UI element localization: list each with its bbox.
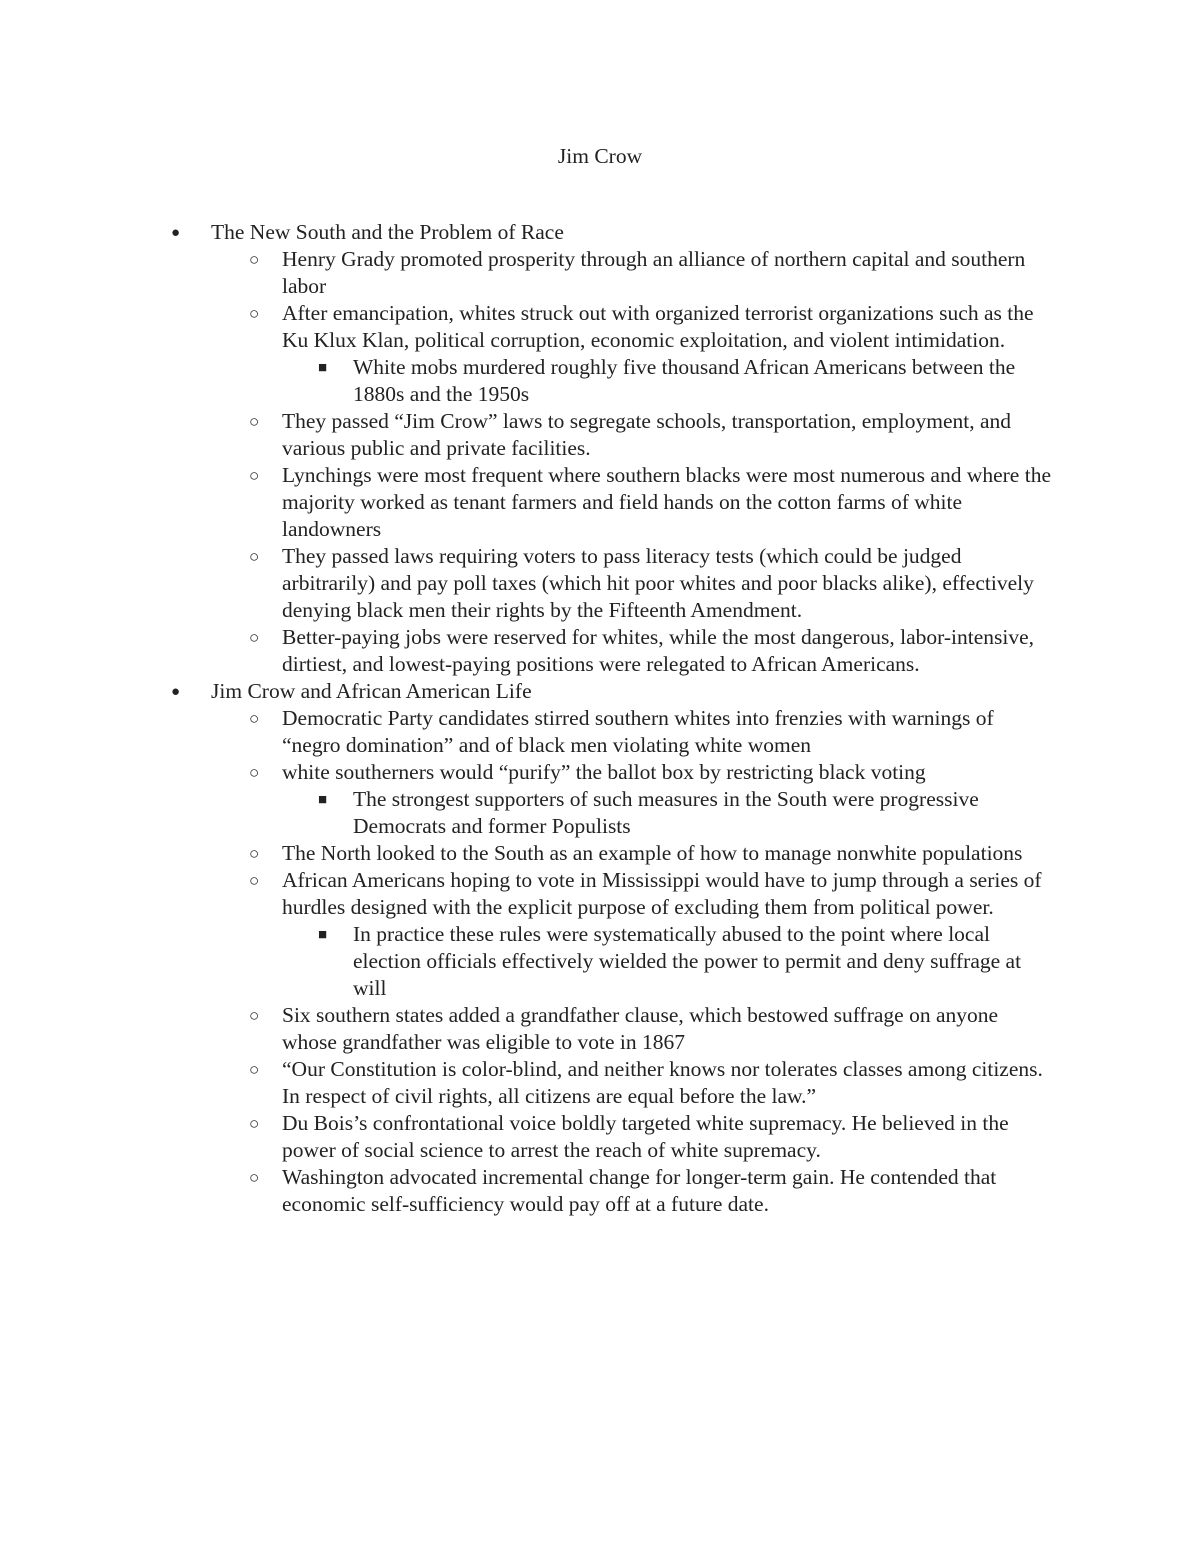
outline-point-text: Democratic Party candidates stirred southern whites into frenzies with warnings of “negro domination” and of black men violating white women [282,706,994,757]
bullet-circle-icon: ○ [249,1168,260,1187]
outline-point-text: Lynchings were most frequent where southern blacks were most numerous and where the majority worked as tenant farmers and field hands on the cotton farms of white landowners [282,463,1051,541]
outline-point [0,300,1054,354]
outline-point-text: Washington advocated incremental change for longer-term gain. He contended that economic self-sufficiency would pay off at a future date. [282,1165,997,1216]
outline-point [0,840,1054,867]
bullet-circle-icon: ○ [249,628,260,647]
outline-point [0,759,1054,786]
bullet-circle-icon: ○ [249,1060,260,1079]
bullet-circle-icon: ○ [249,466,260,485]
outline-subpoint [0,786,1058,840]
bullet-circle-icon: ○ [249,844,260,863]
outline-point-text: They passed laws requiring voters to pass literacy tests (which could be judged arbitrarily) and pay poll taxes (which hit poor whites and poor blacks alike), effectively denying black men their rights by the Fifteenth Amendment. [282,544,1034,622]
outline-point-text: The North looked to the South as an example of how to manage nonwhite populations [282,841,1023,865]
outline-point-text: After emancipation, whites struck out with organized terrorist organizations such as the Ku Klux Klan, political corruption, economic exploitation, and violent intimidation. [282,301,1034,352]
outline-subpoint-text: In practice these rules were systematically abused to the point where local election officials effectively wielded the power to permit and deny suffrage at will [353,922,1022,1000]
bullet-circle-icon: ○ [249,871,260,890]
outline-point [0,867,1054,921]
outline-point-text: Du Bois’s confrontational voice boldly targeted white supremacy. He believed in the power of social science to arrest the reach of white supremacy. [282,1111,1009,1162]
outline-point [0,543,1054,624]
outline-point [0,408,1054,462]
page-title: Jim Crow [557,144,643,168]
outline-point [0,1056,1054,1110]
section-heading [0,678,1051,705]
bullet-disc-icon: ● [171,684,181,700]
bullet-square-icon: ■ [318,927,328,943]
outline-subpoint-text: The strongest supporters of such measures in the South were progressive Democrats and former Populists [353,787,979,838]
outline-point-text: “Our Constitution is color-blind, and neither knows nor tolerates classes among citizens. In respect of civil rights, all citizens are equal before the law.” [282,1057,1043,1108]
bullet-circle-icon: ○ [249,763,260,782]
bullet-circle-icon: ○ [249,547,260,566]
outline-point [0,246,1054,300]
bullet-square-icon: ■ [318,792,328,808]
bullet-circle-icon: ○ [249,1006,260,1025]
bullet-circle-icon: ○ [249,250,260,269]
outline-point-text: Henry Grady promoted prosperity through an alliance of northern capital and southern labor [282,247,1026,298]
outline-point-text: African Americans hoping to vote in Mississippi would have to jump through a series of hurdles designed with the explicit purpose of excluding them from political power. [282,868,1042,919]
outline-point [0,462,1054,543]
outline-subpoint [0,921,1058,1002]
outline-list [0,219,1200,1218]
bullet-circle-icon: ○ [249,412,260,431]
outline-point [0,624,1054,678]
bullet-square-icon: ■ [318,360,328,376]
outline-point-text: Six southern states added a grandfather clause, which bestowed suffrage on anyone whose grandfather was eligible to vote in 1867 [282,1003,999,1054]
outline-subpoint-text: White mobs murdered roughly five thousand African Americans between the 1880s and the 1950s [353,355,1016,406]
outline-point [0,705,1054,759]
bullet-circle-icon: ○ [249,709,260,728]
outline-point [0,1164,1054,1218]
section-heading-text: Jim Crow and African American Life [211,679,532,703]
outline-point [0,1110,1054,1164]
outline-point [0,1002,1054,1056]
outline-point-text: They passed “Jim Crow” laws to segregate schools, transportation, employment, and various public and private facilities. [282,409,1012,460]
outline-point-text: Better-paying jobs were reserved for whites, while the most dangerous, labor-intensive, dirtiest, and lowest-paying positions were relegated to African Americans. [282,625,1035,676]
outline-subpoint [0,354,1058,408]
section-heading-text: The New South and the Problem of Race [211,220,564,244]
bullet-circle-icon: ○ [249,304,260,323]
bullet-disc-icon: ● [171,225,181,241]
outline-point-text: white southerners would “purify” the ballot box by restricting black voting [282,760,926,784]
section-heading [0,219,1051,246]
bullet-circle-icon: ○ [249,1114,260,1133]
